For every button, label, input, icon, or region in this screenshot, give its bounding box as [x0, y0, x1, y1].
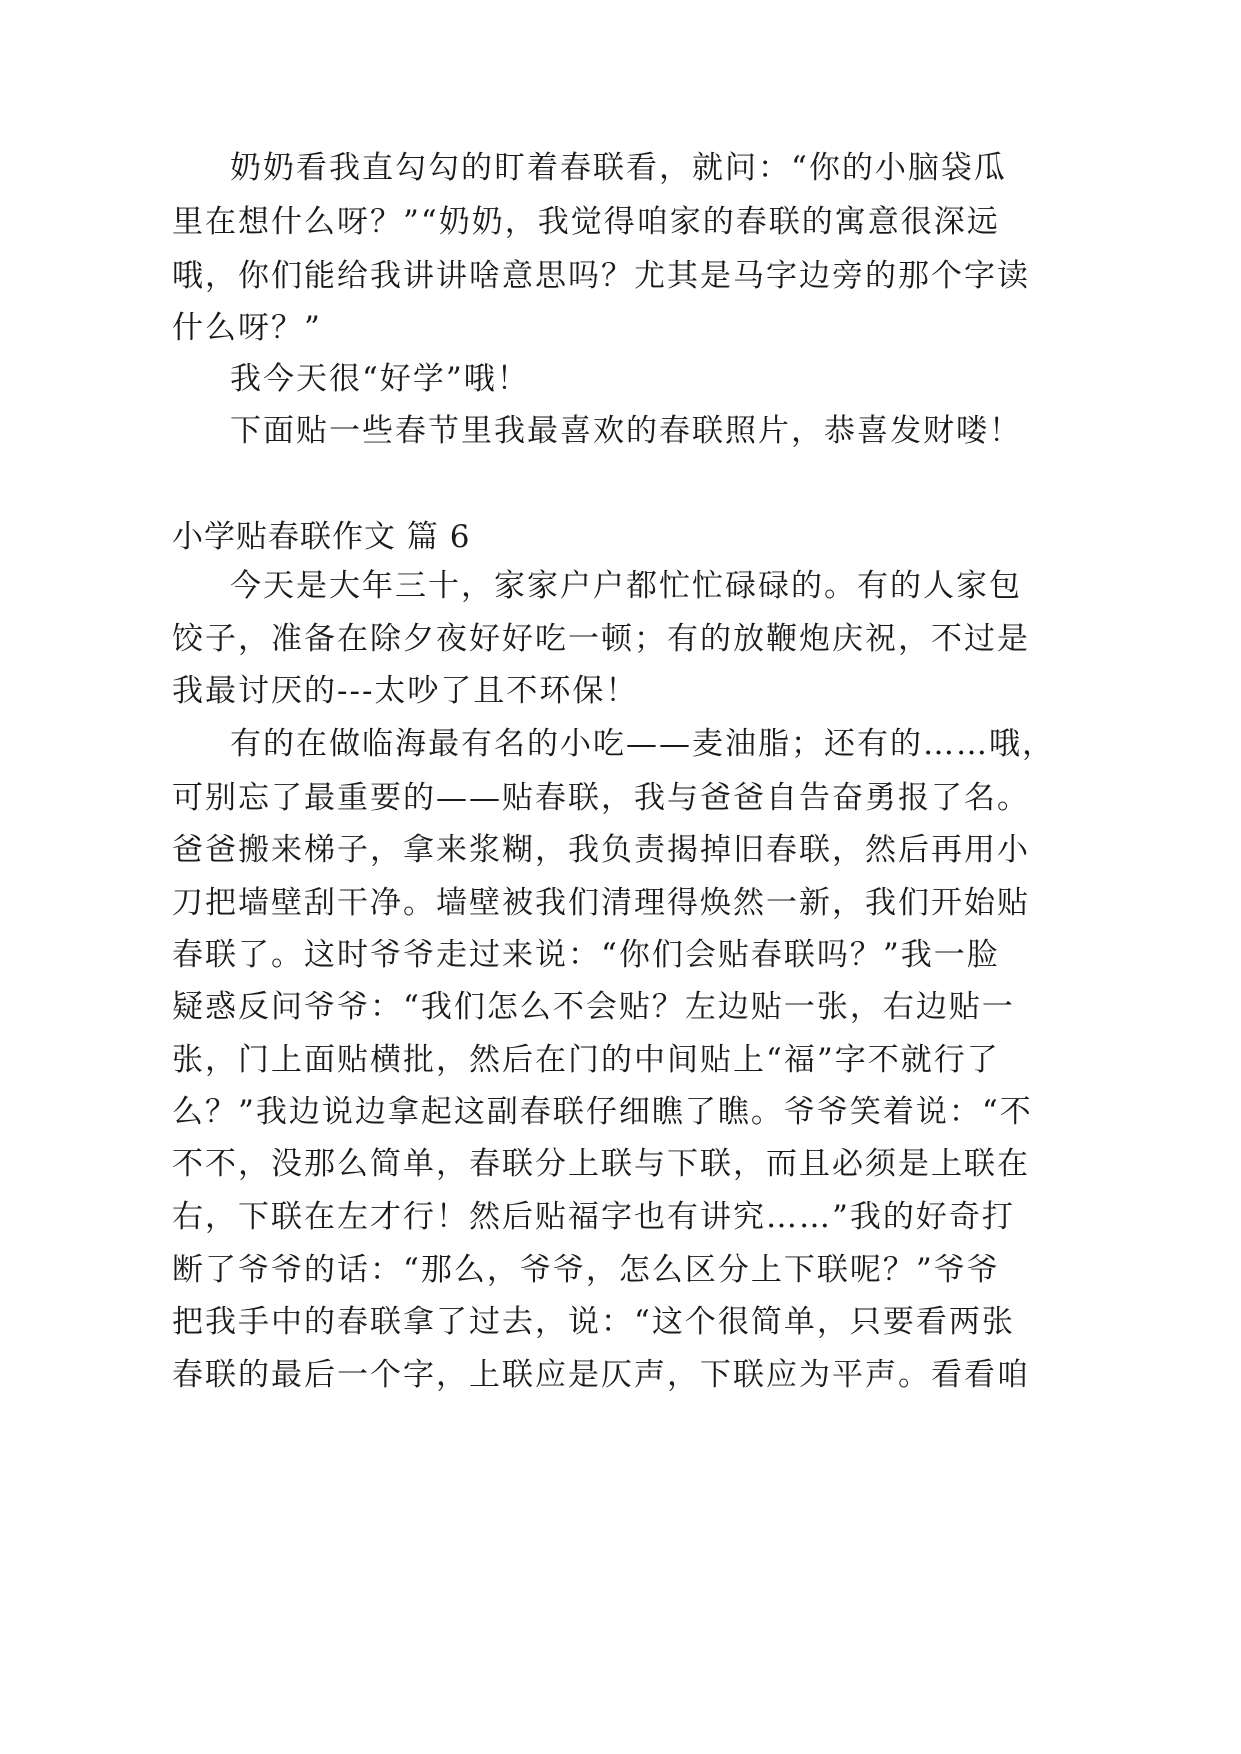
paragraph-line: 今天是大年三十，家家户户都忙忙碌碌的。有的人家包 [230, 568, 1022, 604]
paragraph-line: 有的在做临海最有名的小吃——麦油脂；还有的……哦， [230, 726, 1055, 762]
paragraph-line: 刀把墙壁刮干净。墙壁被我们清理得焕然一新，我们开始贴 [172, 885, 1030, 921]
paragraph-line: 下面贴一些春节里我最喜欢的春联照片，恭喜发财喽！ [230, 413, 1022, 449]
section-heading: 小学贴春联作文 篇 6 [172, 519, 471, 555]
paragraph-line: 春联了。这时爷爷走过来说：“你们会贴春联吗？”我一脸 [172, 937, 1000, 973]
paragraph-line: 我最讨厌的---太吵了且不环保！ [172, 673, 639, 709]
paragraph-line: 不不，没那么简单，春联分上联与下联，而且必须是上联在 [172, 1146, 1030, 1182]
paragraph-line: 我今天很“好学”哦！ [230, 361, 530, 397]
paragraph-line: 什么呀？” [172, 310, 322, 346]
paragraph-line: 张，门上面贴横批，然后在门的中间贴上“福”字不就行了 [172, 1042, 1000, 1078]
paragraph-line: 么？”我边说边拿起这副春联仔细瞧了瞧。爷爷笑着说：“不 [172, 1094, 1033, 1130]
paragraph-line: 疑惑反问爷爷：“我们怎么不会贴？左边贴一张，右边贴一 [172, 989, 1015, 1025]
paragraph-line: 春联的最后一个字，上联应是仄声，下联应为平声。看看咱 [172, 1357, 1030, 1393]
paragraph-line: 可别忘了最重要的——贴春联，我与爸爸自告奋勇报了名。 [172, 780, 1030, 816]
paragraph-line: 奶奶看我直勾勾的盯着春联看，就问：“你的小脑袋瓜 [230, 150, 1007, 186]
paragraph-line: 哦，你们能给我讲讲啥意思吗？尤其是马字边旁的那个字读 [172, 258, 1030, 294]
paragraph-line: 饺子，准备在除夕夜好好吃一顿；有的放鞭炮庆祝，不过是 [172, 621, 1030, 657]
paragraph-line: 断了爷爷的话：“那么，爷爷，怎么区分上下联呢？”爷爷 [172, 1252, 1000, 1288]
paragraph-line: 里在想什么呀？”“奶奶，我觉得咱家的春联的寓意很深远 [172, 204, 1000, 240]
paragraph-line: 爸爸搬来梯子，拿来浆糊，我负责揭掉旧春联，然后再用小 [172, 832, 1030, 868]
paragraph-line: 右，下联在左才行！然后贴福字也有讲究……”我的好奇打 [172, 1199, 1015, 1235]
paragraph-line: 把我手中的春联拿了过去，说：“这个很简单，只要看两张 [172, 1304, 1015, 1340]
